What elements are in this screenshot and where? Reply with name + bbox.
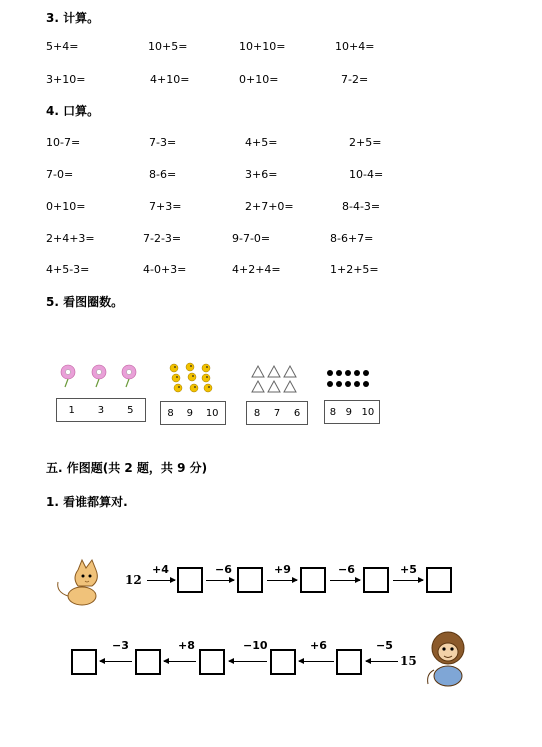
option[interactable]: 10 <box>361 406 375 418</box>
operation-label: +8 <box>178 639 195 652</box>
expression: 2+5= <box>349 136 382 149</box>
section4-heading: 4. 口算。 <box>46 104 100 118</box>
expression: 7+3= <box>149 200 182 213</box>
operation-label: −10 <box>243 639 268 652</box>
chain-start-number: 15 <box>400 654 417 668</box>
option[interactable]: 7 <box>273 407 281 419</box>
expression: 10+4= <box>335 40 375 53</box>
number-choice-box <box>56 398 146 422</box>
expression: 7-3= <box>149 136 177 149</box>
section4-row-4 <box>0 232 542 250</box>
expression: 1+2+5= <box>330 263 379 276</box>
right-arrow-icon <box>206 580 234 581</box>
operation-label: +6 <box>310 639 327 652</box>
expression: 3+6= <box>245 168 278 181</box>
part5-heading: 五. 作图题(共 2 题，共 9 分) <box>46 461 208 475</box>
expression: 8-4-3= <box>342 200 381 213</box>
expression: 4-0+3= <box>143 263 187 276</box>
option[interactable]: 5 <box>127 404 134 416</box>
answer-box[interactable] <box>336 649 362 675</box>
expression: 4+2+4= <box>232 263 281 276</box>
section4-row-1 <box>0 136 542 154</box>
operation-label: −6 <box>215 563 232 576</box>
operation-label: +5 <box>400 563 417 576</box>
answer-box[interactable] <box>426 567 452 593</box>
option[interactable]: 3 <box>97 404 105 416</box>
section4-row-2 <box>0 168 542 186</box>
right-arrow-icon <box>393 580 423 581</box>
section4-row-3 <box>0 200 542 218</box>
expression: 0+10= <box>46 200 86 213</box>
chick-icon <box>166 362 214 394</box>
right-arrow-icon <box>267 580 297 581</box>
operation-label: −5 <box>376 639 393 652</box>
expression: 10+10= <box>239 40 286 53</box>
expression: 10+5= <box>148 40 188 53</box>
answer-box[interactable] <box>199 649 225 675</box>
operation-label: +9 <box>274 563 291 576</box>
right-arrow-icon <box>330 580 360 581</box>
section4-row-5 <box>0 263 542 281</box>
number-choice-box <box>324 400 380 424</box>
expression: 0+10= <box>239 73 279 86</box>
answer-box[interactable] <box>270 649 296 675</box>
answer-box[interactable] <box>300 567 326 593</box>
expression: 2+4+3= <box>46 232 95 245</box>
option[interactable]: 1 <box>68 404 75 416</box>
left-arrow-icon <box>366 661 398 662</box>
option[interactable]: 9 <box>186 407 193 419</box>
operation-label: +4 <box>152 563 169 576</box>
answer-box[interactable] <box>363 567 389 593</box>
expression: 5+4= <box>46 40 79 53</box>
question-1: 1. 看谁都算对. <box>46 495 128 509</box>
cat-icon <box>52 556 110 608</box>
expression: 8-6+7= <box>330 232 374 245</box>
expression: 4+10= <box>150 73 190 86</box>
option[interactable]: 9 <box>345 406 352 418</box>
right-arrow-icon <box>147 580 175 581</box>
left-arrow-icon <box>100 661 132 662</box>
answer-box[interactable] <box>237 567 263 593</box>
expression: 7-2= <box>341 73 369 86</box>
number-choice-box <box>246 401 308 425</box>
chain-start-number: 12 <box>125 573 142 587</box>
dot-icon <box>326 369 370 389</box>
triangle-icon <box>250 364 300 394</box>
expression: 9-7-0= <box>232 232 271 245</box>
expression: 3+10= <box>46 73 86 86</box>
expression: 4+5-3= <box>46 263 90 276</box>
expression: 8-6= <box>149 168 177 181</box>
option[interactable]: 10 <box>205 407 219 419</box>
section3-row-1 <box>0 40 542 58</box>
section3-heading: 3. 计算。 <box>46 11 100 25</box>
answer-box[interactable] <box>135 649 161 675</box>
expression: 10-7= <box>46 136 81 149</box>
number-choice-box <box>160 401 226 425</box>
expression: 4+5= <box>245 136 278 149</box>
operation-label: −6 <box>338 563 355 576</box>
flower-icon <box>56 362 146 388</box>
option[interactable]: 8 <box>167 407 174 419</box>
expression: 7-2-3= <box>143 232 182 245</box>
left-arrow-icon <box>229 661 267 662</box>
section5-heading: 5. 看图圈数。 <box>46 295 124 309</box>
answer-box[interactable] <box>177 567 203 593</box>
left-arrow-icon <box>299 661 334 662</box>
section3-row-2 <box>0 73 542 91</box>
option[interactable]: 8 <box>329 406 337 418</box>
answer-box[interactable] <box>71 649 97 675</box>
left-arrow-icon <box>164 661 196 662</box>
option[interactable]: 8 <box>253 407 261 419</box>
expression: 2+7+0= <box>245 200 294 213</box>
operation-label: −3 <box>112 639 129 652</box>
expression: 10-4= <box>349 168 384 181</box>
option[interactable]: 6 <box>293 407 301 419</box>
expression: 7-0= <box>46 168 74 181</box>
monkey-icon <box>420 628 476 688</box>
